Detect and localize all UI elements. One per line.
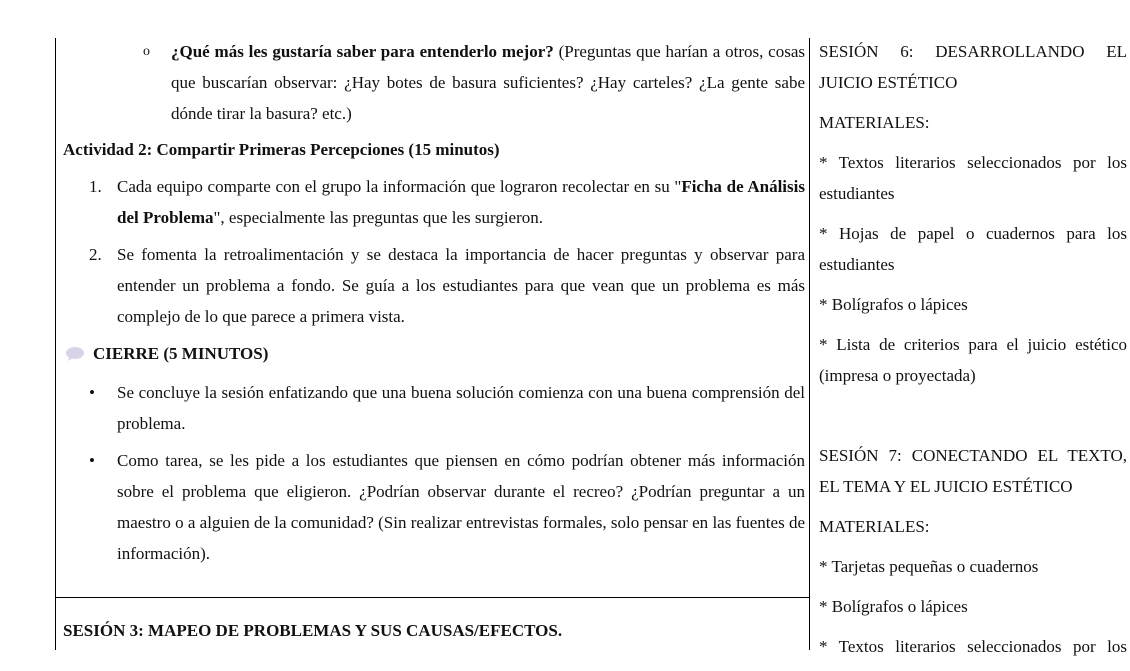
numbered-item-1-pre: Cada equipo comparte con el grupo la información que lograron recolectar en su " bbox=[117, 177, 682, 196]
numbered-item-1-bold: Ficha de Análisis del Problema bbox=[117, 177, 805, 227]
session-7-materials-label: MATERIALES: bbox=[819, 517, 930, 536]
session-6-material-item: * Textos literarios seleccionados por los estudiantes bbox=[819, 153, 1127, 203]
session-7-material-item: * Tarjetas pequeñas o cuadernos bbox=[819, 557, 1039, 576]
session-6-materials-label: MATERIALES: bbox=[819, 113, 930, 132]
right-column bbox=[819, 36, 1127, 671]
numbered-item-2 bbox=[63, 239, 805, 332]
number-marker: 2. bbox=[89, 245, 102, 264]
speech-bubble-icon bbox=[65, 346, 85, 362]
question-text: (Preguntas que harían a otros, cosas que buscarían observar: ¿Hay botes de basura suficientes? ¿Hay carteles? ¿La gente sabe dónde tirar la basura? etc.) bbox=[171, 42, 805, 123]
numbered-item-1 bbox=[63, 171, 805, 233]
table-column-divider bbox=[809, 38, 810, 650]
table-left-border bbox=[55, 38, 56, 650]
activity-2-title: Actividad 2: Compartir Primeras Percepciones (15 minutos) bbox=[63, 140, 500, 159]
bullet-item-1 bbox=[63, 377, 805, 439]
table-row-divider bbox=[55, 597, 810, 598]
question-list-item bbox=[63, 36, 805, 129]
bullet-marker: • bbox=[89, 451, 95, 470]
bullet-marker: • bbox=[89, 383, 95, 402]
session-6-title-text: SESIÓN 6: DESARROLLANDO EL JUICIO ESTÉTICO bbox=[819, 42, 1127, 92]
session-6-material-item: * Hojas de papel o cuadernos para los estudiantes bbox=[819, 224, 1127, 274]
session-6-material-item: * Lista de criterios para el juicio estético (impresa o proyectada) bbox=[819, 335, 1127, 385]
question-bold: ¿Qué más les gustaría saber para entenderlo mejor? bbox=[171, 42, 554, 61]
cierre-heading bbox=[63, 338, 805, 369]
numbered-item-2-text: Se fomenta la retroalimentación y se destaca la importancia de hacer preguntas y observar para entender un problema a fondo. Se guía a los estudiantes para que vean que un problema es más complejo de lo que parece a primera vista. bbox=[117, 245, 805, 326]
spacer bbox=[819, 400, 1127, 440]
bullet-item-2-text: Como tarea, se les pide a los estudiantes que piensen en cómo podrían obtener más información sobre el problema que eligieron. ¿Podrían observar durante el recreo? ¿Podrían preguntar a un maestro o a alguien de la comunidad? (Sin realizar entrevistas formales, solo pensar en las fuentes de información). bbox=[117, 451, 805, 563]
left-column bbox=[63, 36, 805, 575]
cierre-title: CIERRE (5 MINUTOS) bbox=[93, 344, 269, 363]
session-6-title bbox=[819, 36, 1127, 98]
session-7-material-item: * Textos literarios seleccionados por los bbox=[819, 637, 1127, 656]
circle-bullet: o bbox=[143, 44, 150, 59]
session-7-material-item: * Bolígrafos o lápices bbox=[819, 597, 968, 616]
number-marker: 1. bbox=[89, 177, 102, 196]
session-7-title: SESIÓN 7: CONECTANDO EL TEXTO, EL TEMA Y EL JUICIO ESTÉTICO bbox=[819, 446, 1127, 496]
bullet-item-1-text: Se concluye la sesión enfatizando que una buena solución comienza con una buena comprensión del problema. bbox=[117, 383, 805, 433]
bullet-item-2 bbox=[63, 445, 805, 569]
session-6-material-item: * Bolígrafos o lápices bbox=[819, 295, 968, 314]
session-3-title: SESIÓN 3: MAPEO DE PROBLEMAS Y SUS CAUSAS/EFECTOS. bbox=[63, 621, 563, 640]
numbered-item-1-post: ", especialmente las preguntas que les surgieron. bbox=[213, 208, 544, 227]
